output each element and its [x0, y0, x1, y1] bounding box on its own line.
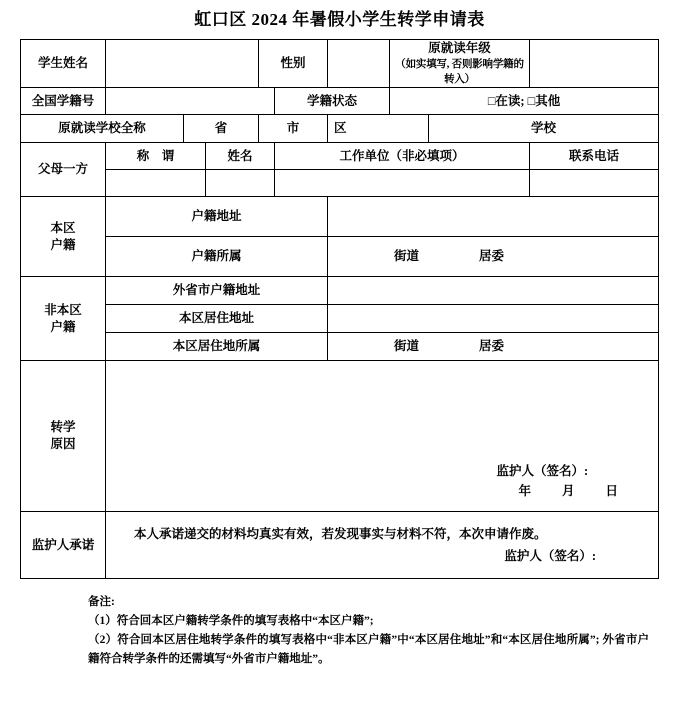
local-hukou-label [20, 197, 105, 277]
nonlocal-hukou-province-address-input[interactable] [328, 277, 659, 305]
guardian-promise-content [105, 512, 658, 579]
notes-section [0, 593, 679, 669]
school-city-label[interactable]: 市 [259, 115, 328, 143]
previous-grade-label [390, 40, 530, 88]
parent-workplace-label: 工作单位（非必填项） [275, 143, 530, 170]
table-row-nonlocal-hukou-residence-belong [20, 333, 658, 361]
notes-item-2: （2）符合回本区居住地转学条件的填写表格中“非本区户籍”中“本区居住地址”和“本区居住地所属”; 外省市户籍符合转学条件的还需填写“外省市户籍地址”。 [88, 634, 649, 665]
national-registry-number-input[interactable] [105, 88, 274, 115]
notes-item-1: （1）符合回本区户籍转学条件的填写表格中“本区户籍”; [88, 615, 374, 627]
local-hukou-belong-input[interactable] [328, 237, 659, 277]
previous-grade-label-main: 原就读年级 [428, 41, 491, 55]
student-name-label: 学生姓名 [20, 40, 105, 88]
table-row-nonlocal-hukou-residence [20, 305, 658, 333]
nonlocal-hukou-province-address-label: 外省市户籍地址 [105, 277, 327, 305]
nonlocal-hukou-label [20, 277, 105, 361]
notes-heading: 备注: [88, 596, 115, 608]
local-hukou-belong-label: 户籍所属 [105, 237, 327, 277]
gender-label: 性别 [259, 40, 328, 88]
transfer-reason-guardian-signature-label[interactable]: 监护人（签名）: [496, 464, 589, 478]
transfer-reason-signature-block [497, 461, 621, 501]
nonlocal-hukou-label-line2: 户籍 [50, 319, 76, 334]
nonlocal-hukou-street-label: 街道 [394, 339, 420, 353]
transfer-reason-label-line2: 原因 [50, 437, 76, 451]
nonlocal-hukou-label-line1: 非本区 [44, 302, 82, 317]
nonlocal-hukou-residence-label: 本区居住地址 [105, 305, 327, 333]
parent-title-label: 称 谓 [105, 143, 205, 170]
previous-grade-input[interactable] [530, 40, 659, 88]
student-name-input[interactable] [105, 40, 258, 88]
table-row-school [20, 115, 658, 143]
guardian-promise-text: 本人承诺递交的材料均真实有效，若发现事实与材料不符，本次申请作废。 [133, 527, 547, 541]
nonlocal-hukou-residence-input[interactable] [328, 305, 659, 333]
table-row-parent-header [20, 143, 658, 170]
parent-workplace-input[interactable] [275, 170, 530, 197]
parent-phone-label: 联系电话 [530, 143, 659, 170]
transfer-reason-label-line1: 转学 [50, 420, 76, 434]
local-hukou-street-label: 街道 [394, 249, 420, 263]
transfer-application-table [20, 39, 659, 579]
guardian-promise-label: 监护人承诺 [20, 512, 105, 579]
previous-school-label: 原就读学校全称 [20, 115, 183, 143]
table-row-local-hukou-belong [20, 237, 658, 277]
local-hukou-address-label: 户籍地址 [105, 197, 327, 237]
parent-label: 父母一方 [20, 143, 105, 197]
table-row-registry [20, 88, 658, 115]
table-row-guardian-promise [20, 512, 658, 579]
transfer-reason-date-label[interactable]: 年 月 日 [518, 484, 621, 498]
parent-phone-input[interactable] [530, 170, 659, 197]
table-row-transfer-reason [20, 361, 658, 512]
transfer-reason-input[interactable] [105, 361, 658, 512]
registry-status-label: 学籍状态 [275, 88, 390, 115]
previous-grade-label-note: （如实填写, 否则影响学籍的转入） [395, 59, 524, 85]
registry-status-options[interactable]: □在读; □其他 [390, 88, 659, 115]
parent-name-label: 姓名 [205, 143, 274, 170]
national-registry-number-label: 全国学籍号 [20, 88, 105, 115]
guardian-promise-signature-label[interactable]: 监护人（签名）: [504, 549, 597, 563]
parent-name-input[interactable] [205, 170, 274, 197]
school-name-label[interactable]: 学校 [429, 115, 659, 143]
table-row-student [20, 40, 658, 88]
page-title: 虹口区 2024 年暑假小学生转学申请表 [194, 10, 485, 29]
local-hukou-address-input[interactable] [328, 197, 659, 237]
nonlocal-hukou-residence-belong-input[interactable] [328, 333, 659, 361]
nonlocal-hukou-residence-belong-label: 本区居住地所属 [105, 333, 327, 361]
school-district-label[interactable]: 区 [328, 115, 429, 143]
local-hukou-label-line1: 本区 [50, 220, 76, 235]
gender-input[interactable] [328, 40, 390, 88]
nonlocal-hukou-committee-label: 居委 [479, 339, 505, 353]
local-hukou-label-line2: 户籍 [50, 237, 76, 252]
local-hukou-committee-label: 居委 [479, 249, 505, 263]
table-row-local-hukou-address [20, 197, 658, 237]
table-row-nonlocal-hukou-province [20, 277, 658, 305]
table-row-parent-values [20, 170, 658, 197]
school-province-label[interactable]: 省 [183, 115, 258, 143]
transfer-reason-label [20, 361, 105, 512]
parent-title-input[interactable] [105, 170, 205, 197]
